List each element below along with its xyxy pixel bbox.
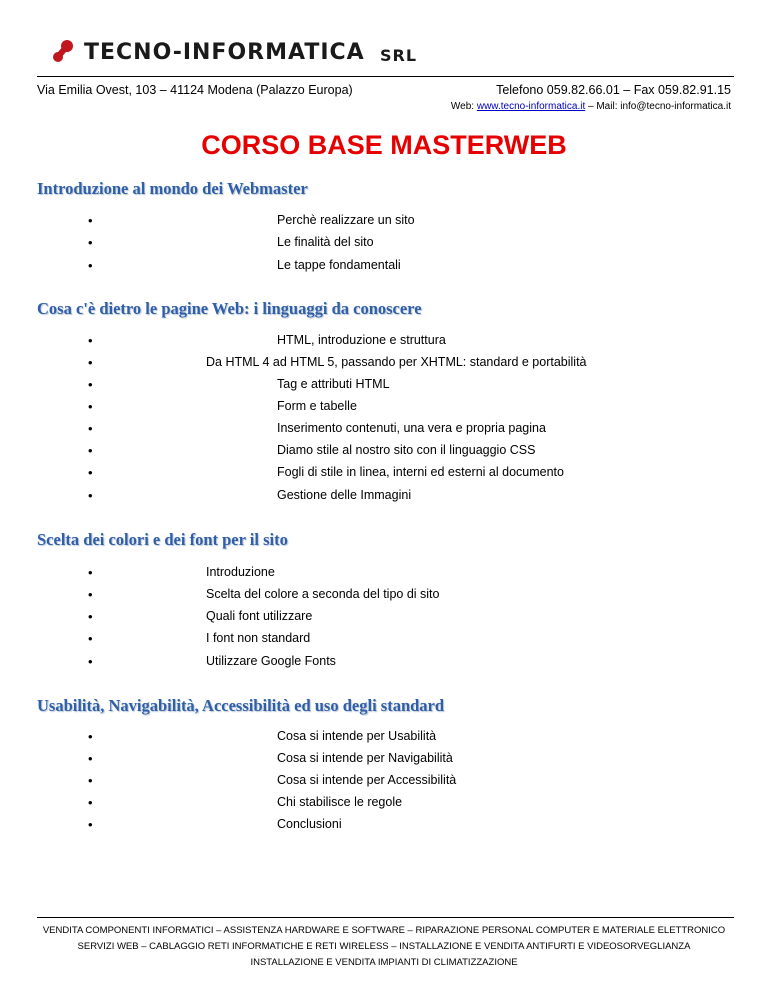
item-text: Scelta del colore a seconda del tipo di sito bbox=[206, 587, 440, 601]
header-divider bbox=[37, 76, 734, 77]
bullet: • bbox=[88, 817, 93, 832]
item-text: Utilizzare Google Fonts bbox=[206, 654, 336, 668]
bullet: • bbox=[88, 333, 93, 348]
mail-text: – Mail: info@tecno-informatica.it bbox=[585, 101, 731, 112]
logo-text: TECNO-INFORMATICA bbox=[84, 40, 365, 65]
web-label: Web: bbox=[450, 101, 477, 112]
item-text: Quali font utilizzare bbox=[206, 609, 313, 623]
document-title: CORSO BASE MASTERWEB bbox=[201, 130, 567, 160]
bullet: • bbox=[88, 587, 93, 602]
bullet: • bbox=[88, 465, 93, 480]
bullet: • bbox=[88, 213, 93, 228]
list-item bbox=[0, 795, 768, 815]
footer-line: INSTALLAZIONE E VENDITA IMPIANTI DI CLIMATIZZAZIONE bbox=[250, 957, 518, 968]
list-item bbox=[0, 213, 768, 233]
list-item bbox=[0, 399, 768, 419]
website-link[interactable]: www.tecno-informatica.it bbox=[476, 101, 586, 112]
item-text: I font non standard bbox=[206, 631, 311, 645]
company-address: Via Emilia Ovest, 103 – 41124 Modena (Palazzo Europa) bbox=[37, 83, 353, 97]
list-item bbox=[0, 587, 768, 607]
bullet: • bbox=[88, 773, 93, 788]
footer-line: SERVIZI WEB – CABLAGGIO RETI INFORMATICHE E RETI WIRELESS – INSTALLAZIONE E VENDITA ANTIFURTI E VIDEOSORVEGLIANZA bbox=[77, 941, 691, 952]
list-item bbox=[0, 258, 768, 278]
bullet: • bbox=[88, 355, 93, 370]
item-text: HTML, introduzione e struttura bbox=[277, 333, 446, 347]
section-heading: Usabilità, Navigabilità, Accessibilità ed uso degli standard bbox=[37, 696, 445, 715]
item-text: Le finalità del sito bbox=[277, 235, 374, 249]
list-item bbox=[0, 235, 768, 255]
list-item bbox=[0, 609, 768, 629]
company-phone: Telefono 059.82.66.01 – Fax 059.82.91.15 bbox=[496, 83, 731, 97]
bullet: • bbox=[88, 654, 93, 669]
item-text: Form e tabelle bbox=[277, 399, 357, 413]
list-item bbox=[0, 465, 768, 485]
list-item bbox=[0, 773, 768, 793]
footer bbox=[0, 923, 768, 971]
footer-line: VENDITA COMPONENTI INFORMATICI – ASSISTENZA HARDWARE E SOFTWARE – RIPARAZIONE PERSONAL COMPUTER E MATERIALE ELETTRONICO bbox=[42, 925, 726, 936]
bullet: • bbox=[88, 258, 93, 273]
item-text: Gestione delle Immagini bbox=[277, 488, 412, 502]
item-text: Le tappe fondamentali bbox=[277, 258, 401, 272]
logo-suffix: SRL bbox=[380, 46, 418, 65]
list-item bbox=[0, 654, 768, 674]
item-text: Cosa si intende per Navigabilità bbox=[277, 751, 453, 765]
item-text: Diamo stile al nostro sito con il linguaggio CSS bbox=[277, 443, 536, 457]
item-text: Da HTML 4 ad HTML 5, passando per XHTML: standard e portabilità bbox=[206, 355, 587, 369]
section-heading: Introduzione al mondo dei Webmaster bbox=[37, 179, 308, 198]
bullet: • bbox=[88, 729, 93, 744]
item-text: Cosa si intende per Usabilità bbox=[277, 729, 437, 743]
list-item bbox=[0, 751, 768, 771]
section-heading: Scelta dei colori e dei font per il sito bbox=[37, 530, 288, 549]
item-text: Tag e attributi HTML bbox=[277, 377, 390, 391]
item-text: Cosa si intende per Accessibilità bbox=[277, 773, 457, 787]
item-text: Conclusioni bbox=[277, 817, 342, 831]
bullet: • bbox=[88, 377, 93, 392]
list-item bbox=[0, 377, 768, 397]
item-text: Inserimento contenuti, una vera e propria pagina bbox=[277, 421, 546, 435]
footer-divider bbox=[37, 917, 734, 918]
company-web-mail bbox=[451, 101, 731, 112]
logo-mark-icon bbox=[50, 38, 80, 68]
list-item bbox=[0, 729, 768, 749]
bullet: • bbox=[88, 443, 93, 458]
bullet: • bbox=[88, 565, 93, 580]
item-text: Chi stabilisce le regole bbox=[277, 795, 403, 809]
list-item bbox=[0, 817, 768, 837]
list-item bbox=[0, 488, 768, 508]
bullet: • bbox=[88, 631, 93, 646]
list-item bbox=[0, 631, 768, 651]
section-heading: Cosa c'è dietro le pagine Web: i linguaggi da conoscere bbox=[37, 299, 422, 318]
bullet: • bbox=[88, 235, 93, 250]
bullet: • bbox=[88, 488, 93, 503]
list-item bbox=[0, 421, 768, 441]
bullet: • bbox=[88, 795, 93, 810]
bullet: • bbox=[88, 609, 93, 624]
item-text: Fogli di stile in linea, interni ed esterni al documento bbox=[277, 465, 564, 479]
item-text: Perchè realizzare un sito bbox=[277, 213, 415, 227]
bullet: • bbox=[88, 399, 93, 414]
list-item bbox=[0, 355, 768, 375]
list-item bbox=[0, 443, 768, 463]
bullet: • bbox=[88, 421, 93, 436]
bullet: • bbox=[88, 751, 93, 766]
list-item bbox=[0, 333, 768, 353]
item-text: Introduzione bbox=[206, 565, 275, 579]
list-item bbox=[0, 565, 768, 585]
